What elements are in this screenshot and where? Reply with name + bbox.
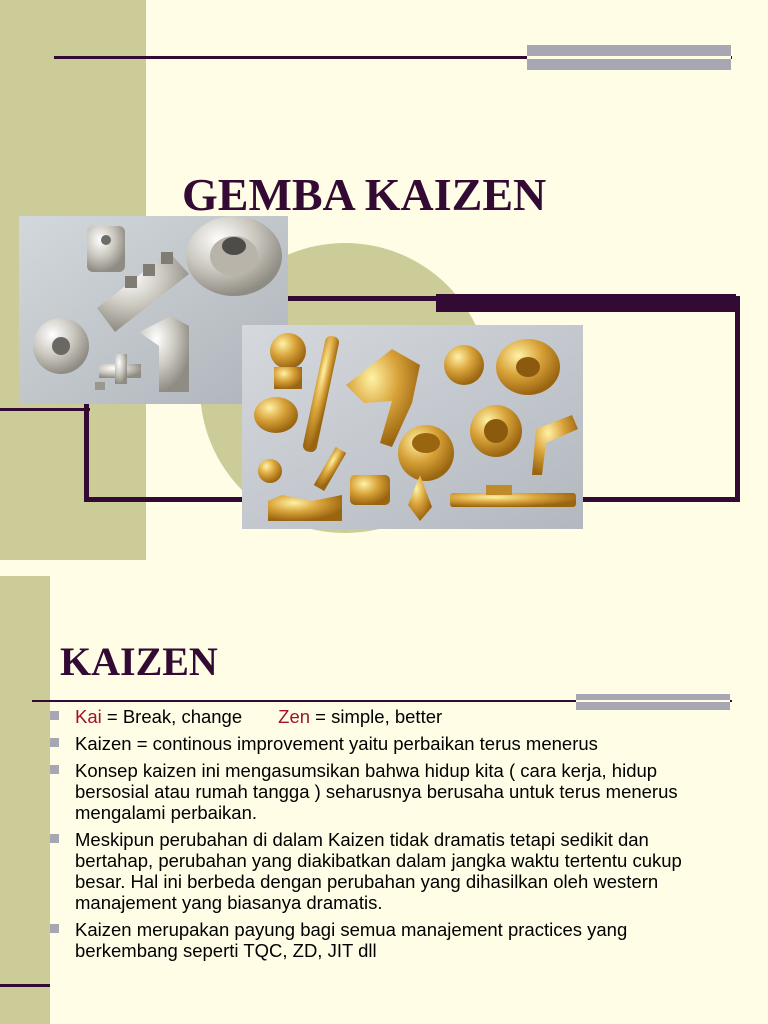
square-bullet-icon bbox=[50, 711, 59, 720]
kai-definition: = Break, change bbox=[101, 706, 243, 727]
bullet-list bbox=[50, 706, 730, 967]
purple-frame-top-band bbox=[436, 294, 736, 312]
bullet-text: Kaizen = continous improvement yaitu perbaikan terus menerus bbox=[75, 733, 598, 754]
zen-definition: = simple, better bbox=[310, 706, 443, 727]
bullet-item bbox=[50, 733, 730, 754]
bullet-item bbox=[50, 760, 730, 823]
bullet-item bbox=[50, 919, 730, 961]
square-bullet-icon bbox=[50, 738, 59, 747]
bullet-item-kai-zen bbox=[50, 706, 730, 727]
square-bullet-icon bbox=[50, 924, 59, 933]
slide2-title: KAIZEN bbox=[60, 639, 218, 684]
slide-gap bbox=[0, 560, 768, 576]
bullet-text: Konsep kaizen ini mengasumsikan bahwa hidup kita ( cara kerja, hidup bersosial atau rumah tangga ) seharusnya berusaha untuk terus menerus mengalami perbaikan. bbox=[75, 760, 678, 823]
bullet-text: Meskipun perubahan di dalam Kaizen tidak dramatis tetapi sedikit dan bertahap, perubahan yang diakibatkan dalam jangka waktu tertentu cukup besar. Hal ini berbeda dengan perubahan yang dihasilkan oleh western manajement yang biasanya dramatis. bbox=[75, 829, 682, 913]
photo-brass-parts bbox=[242, 325, 583, 529]
bottom-rule-line bbox=[0, 984, 50, 987]
gray-bar-stripe bbox=[576, 700, 730, 702]
square-bullet-icon bbox=[50, 765, 59, 774]
slide1-title: GEMBA KAIZEN bbox=[182, 169, 547, 220]
bullet-item bbox=[50, 829, 730, 913]
slide-kaizen bbox=[0, 576, 768, 1024]
top-gray-bar-stripe bbox=[527, 56, 731, 59]
square-bullet-icon bbox=[50, 834, 59, 843]
kai-term: Kai bbox=[75, 706, 102, 727]
left-rule-line bbox=[0, 408, 90, 411]
zen-term: Zen bbox=[278, 706, 311, 727]
left-olive-bar bbox=[0, 576, 50, 1024]
bullet-text: Kaizen merupakan payung bagi semua manajement practices yang berkembang seperti TQC, ZD, JIT dll bbox=[75, 919, 628, 961]
